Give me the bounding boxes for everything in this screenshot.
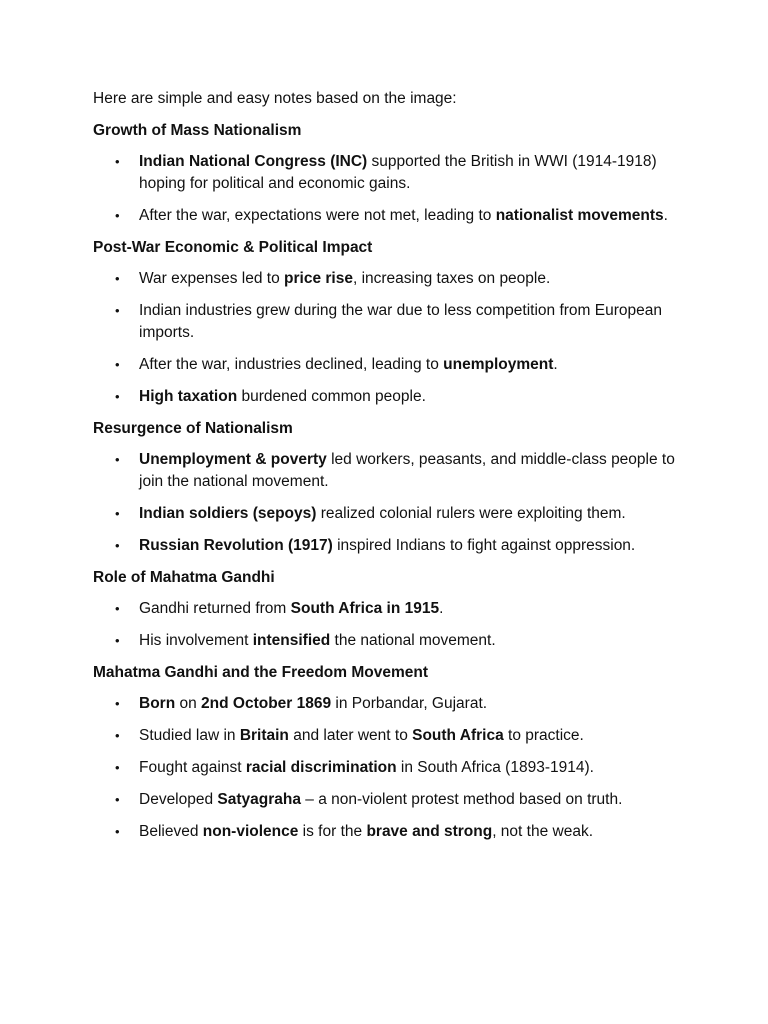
text-run: . [553, 356, 558, 373]
section-heading: Mahatma Gandhi and the Freedom Movement [93, 664, 429, 681]
bold-text: Russian Revolution (1917) [139, 537, 333, 554]
bold-text: brave and strong [366, 823, 493, 840]
bullet-item [93, 386, 678, 408]
bold-text: racial discrimination [245, 759, 397, 776]
text-run: . [439, 600, 444, 617]
text-run: inspired Indians to fight against oppression. [332, 537, 636, 554]
bold-text: South Africa [412, 727, 504, 744]
bullet-item [93, 503, 678, 525]
text-run: His involvement [139, 632, 253, 649]
bullet-item [93, 354, 678, 376]
bullet-item [93, 205, 678, 227]
text-run: War expenses led to [139, 270, 285, 287]
bullet-item [93, 693, 678, 715]
section-heading: Post-War Economic & Political Impact [93, 239, 373, 256]
text-run: in South Africa (1893-1914). [396, 759, 594, 776]
text-run: is for the [298, 823, 367, 840]
bullet-item [93, 757, 678, 779]
bold-text: Indian soldiers (sepoys) [139, 505, 317, 522]
bullet-item [93, 598, 678, 620]
bullet-item [93, 268, 678, 290]
text-run: and later went to [288, 727, 413, 744]
text-run: led workers, peasants, and middle-class people to join the national movement. [139, 451, 675, 490]
bold-text: nationalist movements [495, 207, 664, 224]
text-run: , not the weak. [492, 823, 593, 840]
bold-text: intensified [252, 632, 331, 649]
text-run: supported the British in WWI (1914-1918) hoping for political and economic gains. [139, 153, 657, 192]
text-run: Gandhi returned from [139, 600, 291, 617]
bullet-list [93, 268, 678, 408]
bold-text: 2nd October 1869 [201, 695, 332, 712]
text-run: Developed [139, 791, 218, 808]
text-run: Fought against [139, 759, 246, 776]
intro-text: Here are simple and easy notes based on the image: [93, 90, 457, 107]
bullet-list [93, 449, 678, 557]
bullet-item [93, 821, 678, 843]
section-heading: Role of Mahatma Gandhi [93, 569, 275, 586]
text-run: After the war, expectations were not met, leading to [139, 207, 496, 224]
bold-text: Britain [239, 727, 289, 744]
bullet-list [93, 598, 678, 652]
text-run: in Porbandar, Gujarat. [331, 695, 488, 712]
bold-text: unemployment [443, 356, 554, 373]
text-run: on [175, 695, 202, 712]
bold-text: Indian National Congress (INC) [139, 153, 368, 170]
bold-text: Unemployment & poverty [139, 451, 327, 468]
text-run: Studied law in [139, 727, 240, 744]
bold-text: Born [139, 695, 176, 712]
text-run: burdened common people. [237, 388, 426, 405]
section-heading: Growth of Mass Nationalism [93, 122, 302, 139]
text-run: – a non-violent protest method based on truth. [301, 791, 623, 808]
text-run: . [663, 207, 668, 224]
text-run: Indian industries grew during the war due to less competition from European imports. [139, 302, 662, 341]
text-run: Believed [139, 823, 203, 840]
text-run: , increasing taxes on people. [352, 270, 551, 287]
text-run: the national movement. [330, 632, 496, 649]
notes-body [93, 120, 678, 843]
bullet-item [93, 300, 678, 344]
section-heading: Resurgence of Nationalism [93, 420, 293, 437]
bullet-item [93, 151, 678, 195]
text-run: to practice. [503, 727, 584, 744]
bold-text: Satyagraha [217, 791, 301, 808]
bullet-item [93, 789, 678, 811]
bold-text: High taxation [139, 388, 238, 405]
bold-text: price rise [284, 270, 353, 287]
bullet-item [93, 630, 678, 652]
bullet-item [93, 725, 678, 747]
bold-text: South Africa in 1915 [290, 600, 440, 617]
text-run: After the war, industries declined, leading to [139, 356, 444, 373]
bullet-list [93, 693, 678, 843]
bullet-list [93, 151, 678, 227]
text-run: realized colonial rulers were exploiting them. [316, 505, 626, 522]
bullet-item [93, 535, 678, 557]
bold-text: non-violence [202, 823, 299, 840]
bullet-item [93, 449, 678, 493]
